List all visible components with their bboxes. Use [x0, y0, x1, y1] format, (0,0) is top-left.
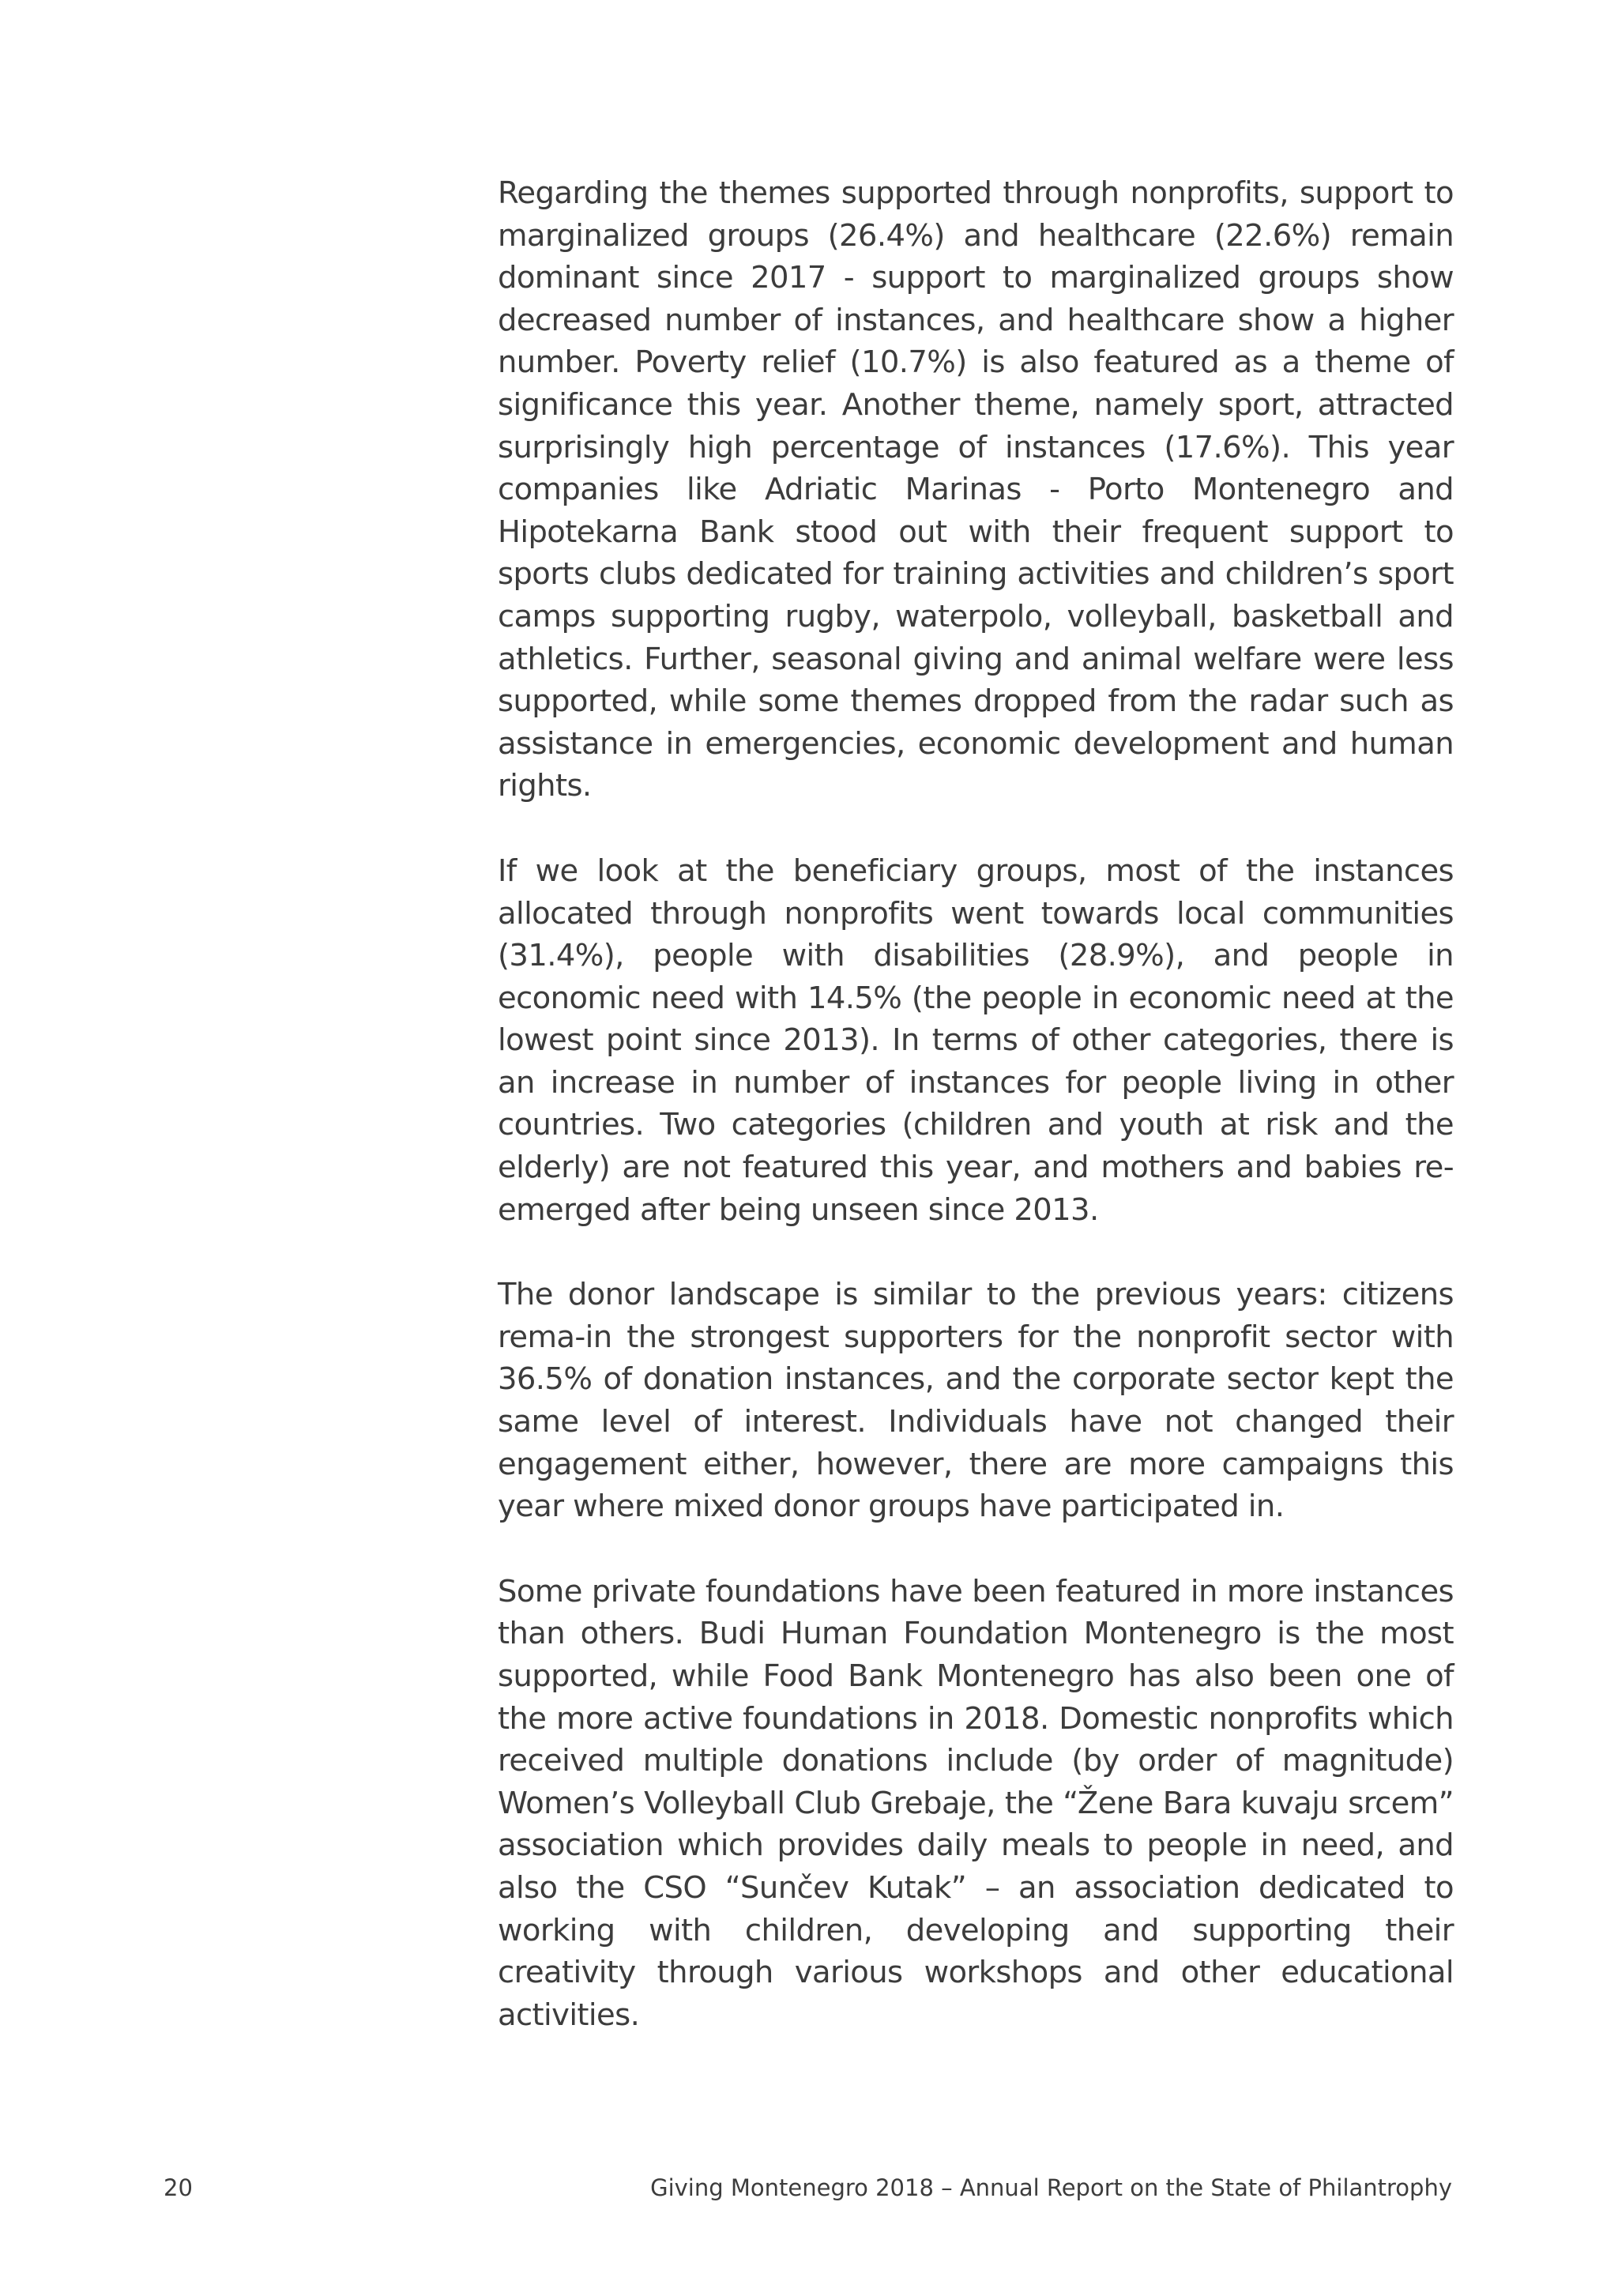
paragraph-foundations: Some private foundations have been featured in more instances than others. Budi Human Foundation Montenegro is the most supported, while Food Bank Montenegro has also been one of the more active foundations in 2018. Domestic nonprofits which received multiple donations include (by order of magnitude) Women’s Volleyball Club Grebaje, the “Žene Bara kuvaju srcem” association which provides daily meals to people in need, and also the CSO “Sunčev Kutak” – an association dedicated to working with children, developing and supporting their creativity through various workshops and other educational activities. [498, 1573, 1454, 2033]
paragraph-themes: Regarding the themes supported through nonprofits, support to marginalized groups (26.4%) and healthcare (22.6%) remain dominant since 2017 - support to marginalized groups show decreased number of instances, and healthcare show a higher number. Poverty relief (10.7%) is also featured as a theme of significance this year. Another theme, namely sport, attracted surprisingly high percentage of instances (17.6%). This year companies like Adriatic Marinas - Porto Montenegro and Hipotekarna Bank stood out with their frequent support to sports clubs dedicated for training activities and children’s sport camps supporting rugby, waterpolo, volleyball, basketball and athletics. Further, seasonal giving and animal welfare were less supported, while some themes dropped from the radar such as assistance in emergencies, economic development and human rights. [498, 175, 1454, 804]
paragraph-donors: The donor landscape is similar to the previous years: citizens rema-in the strongest supporters for the nonprofit sector with 36.5% of donation instances, and the corporate sector kept the same level of interest. Individuals have not changed their engagement either, however, there are more campaigns this year where mixed donor groups have participated in. [498, 1277, 1454, 1525]
page-number: 20 [164, 2174, 193, 2201]
body-text [498, 172, 1454, 2079]
running-title: Giving Montenegro 2018 – Annual Report on the State of Philantrophy [650, 2174, 1452, 2201]
paragraph-beneficiaries: If we look at the beneficiary groups, most of the instances allocated through nonprofits went towards local communities (31.4%), people with disabilities (28.9%), and people in economic need with 14.5% (the people in economic need at the lowest point since 2013). In terms of other categories, there is an increase in number of instances for people living in other countries. Two categories (children and youth at risk and the elderly) are not featured this year, and mothers and babies re-emerged after being unseen since 2013. [498, 853, 1454, 1228]
page-footer [0, 2174, 1618, 2214]
